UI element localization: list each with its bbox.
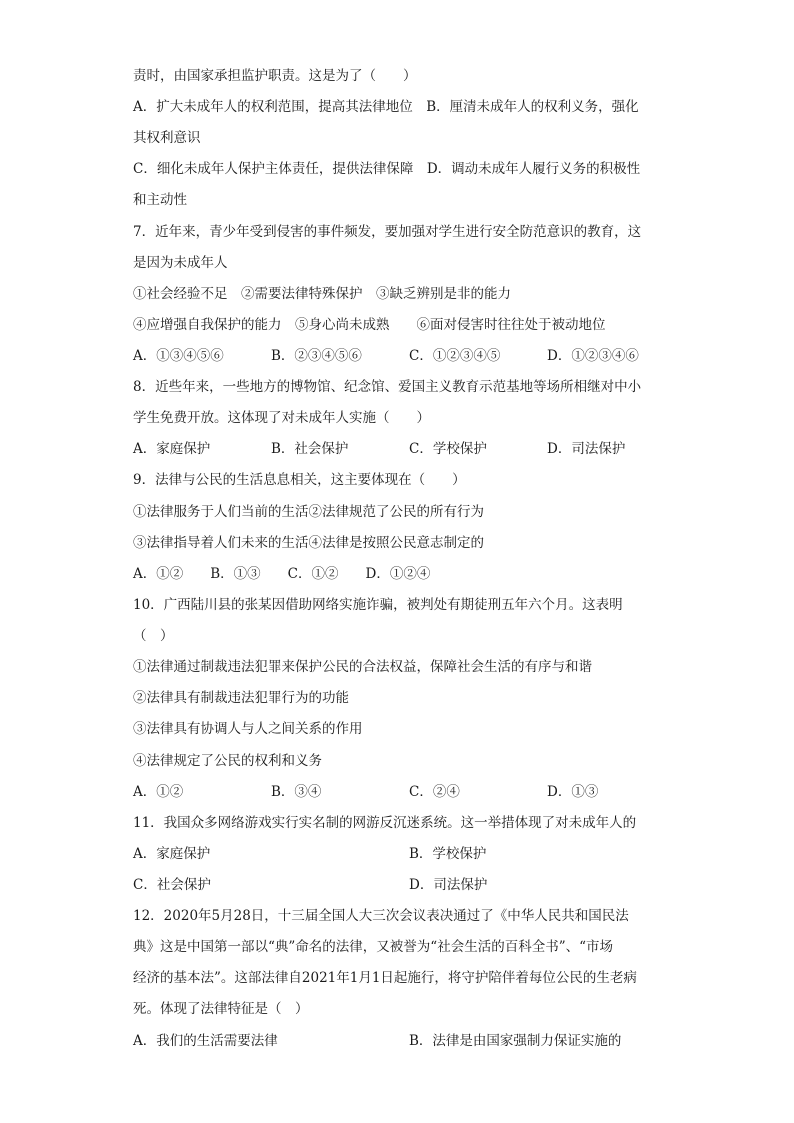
statement-line: ③法律具有协调人与人之间关系的作用 [133,721,363,737]
text-line: （ ） [133,628,174,644]
question-11-stem: 11．我国众多网络游戏实行实名制的网游反沉迷系统。这一举措体现了对未成年人的 [133,815,637,831]
statement-line: ①社会经验不足 ②需要法律特殊保护 ③缺乏辨别是非的能力 [133,286,511,302]
text-line: 其权利意识 [133,130,201,146]
question-12-stem: 12．2020年5月28日，十三届全国人大三次会议表决通过了《中华人民共和国民法 [133,908,629,924]
text-line: 经济的基本法”。这部法律自2021年1月1日起施行，将守护陪伴着每位公民的生老病 [133,970,637,986]
text-line: 学生免费开放。这体现了对未成年人实施（ ） [133,410,430,426]
text-line: 死。体现了法律特征是（ ） [133,1001,309,1017]
q8-option-a: A．家庭保护 [133,441,211,457]
statement-line: ④应增强自我保护的能力 ⑤身心尚未成熟 ⑥面对侵害时往往处于被动地位 [133,317,606,333]
statement-line: ①法律服务于人们当前的生活②法律规范了公民的所有行为 [133,504,484,520]
question-10-stem: 10．广西陆川县的张某因借助网络实施诈骗，被判处有期徒刑五年六个月。这表明 [133,597,623,613]
q12-option-b: B．法律是由国家强制力保证实施的 [409,1033,622,1049]
q10-option-c: C．②④ [409,784,460,800]
q9-options: A．①② B．①③ C．①② D．①②④ [133,566,431,582]
q10-option-d: D．①③ [547,784,599,800]
statement-line: ①法律通过制裁违法犯罪来保护公民的合法权益，保障社会生活的有序与和谐 [133,659,592,675]
q11-option-c: C．社会保护 [133,877,211,893]
q8-option-b: B．社会保护 [271,441,349,457]
q11-option-b: B．学校保护 [409,846,487,862]
option-line: C．细化未成年人保护主体责任，提供法律保障 D．调动未成年人履行义务的积极性 [133,161,641,177]
text-line: 责时，由国家承担监护职责。这是为了（ ） [133,68,417,84]
statement-line: ③法律指导着人们未来的生活④法律是按照公民意志制定的 [133,535,484,551]
question-8-stem: 8．近些年来，一些地方的博物馆、纪念馆、爱国主义教育示范基地等场所相继对中小 [133,379,642,395]
question-9-stem: 9．法律与公民的生活息息相关，这主要体现在（ ） [133,472,466,488]
text-line: 和主动性 [133,192,187,208]
q12-option-a: A．我们的生活需要法律 [133,1033,278,1049]
q7-option-c: C．①②③④⑤ [409,348,501,364]
q7-option-a: A．①③④⑤⑥ [133,348,224,364]
q7-option-d: D．①②③④⑥ [547,348,639,364]
q8-option-c: C．学校保护 [409,441,487,457]
q7-option-b: B．②③④⑤⑥ [271,348,362,364]
q10-option-b: B．③④ [271,784,322,800]
text-line: 典》这是中国第一部以“典”命名的法律，又被誉为“社会生活的百科全书”、“市场 [133,939,614,955]
option-line: A．扩大未成年人的权利范围，提高其法律地位 B．厘清未成年人的权利义务，强化 [133,99,639,115]
text-line: 是因为未成年人 [133,255,228,271]
question-7-stem: 7．近年来，青少年受到侵害的事件频发，要加强对学生进行安全防范意识的教育，这 [133,224,642,240]
statement-line: ②法律具有制裁违法犯罪行为的功能 [133,690,349,706]
statement-line: ④法律规定了公民的权利和义务 [133,753,322,769]
q11-option-a: A．家庭保护 [133,846,211,862]
q10-option-a: A．①② [133,784,184,800]
q11-option-d: D．司法保护 [409,877,488,893]
q8-option-d: D．司法保护 [547,441,626,457]
